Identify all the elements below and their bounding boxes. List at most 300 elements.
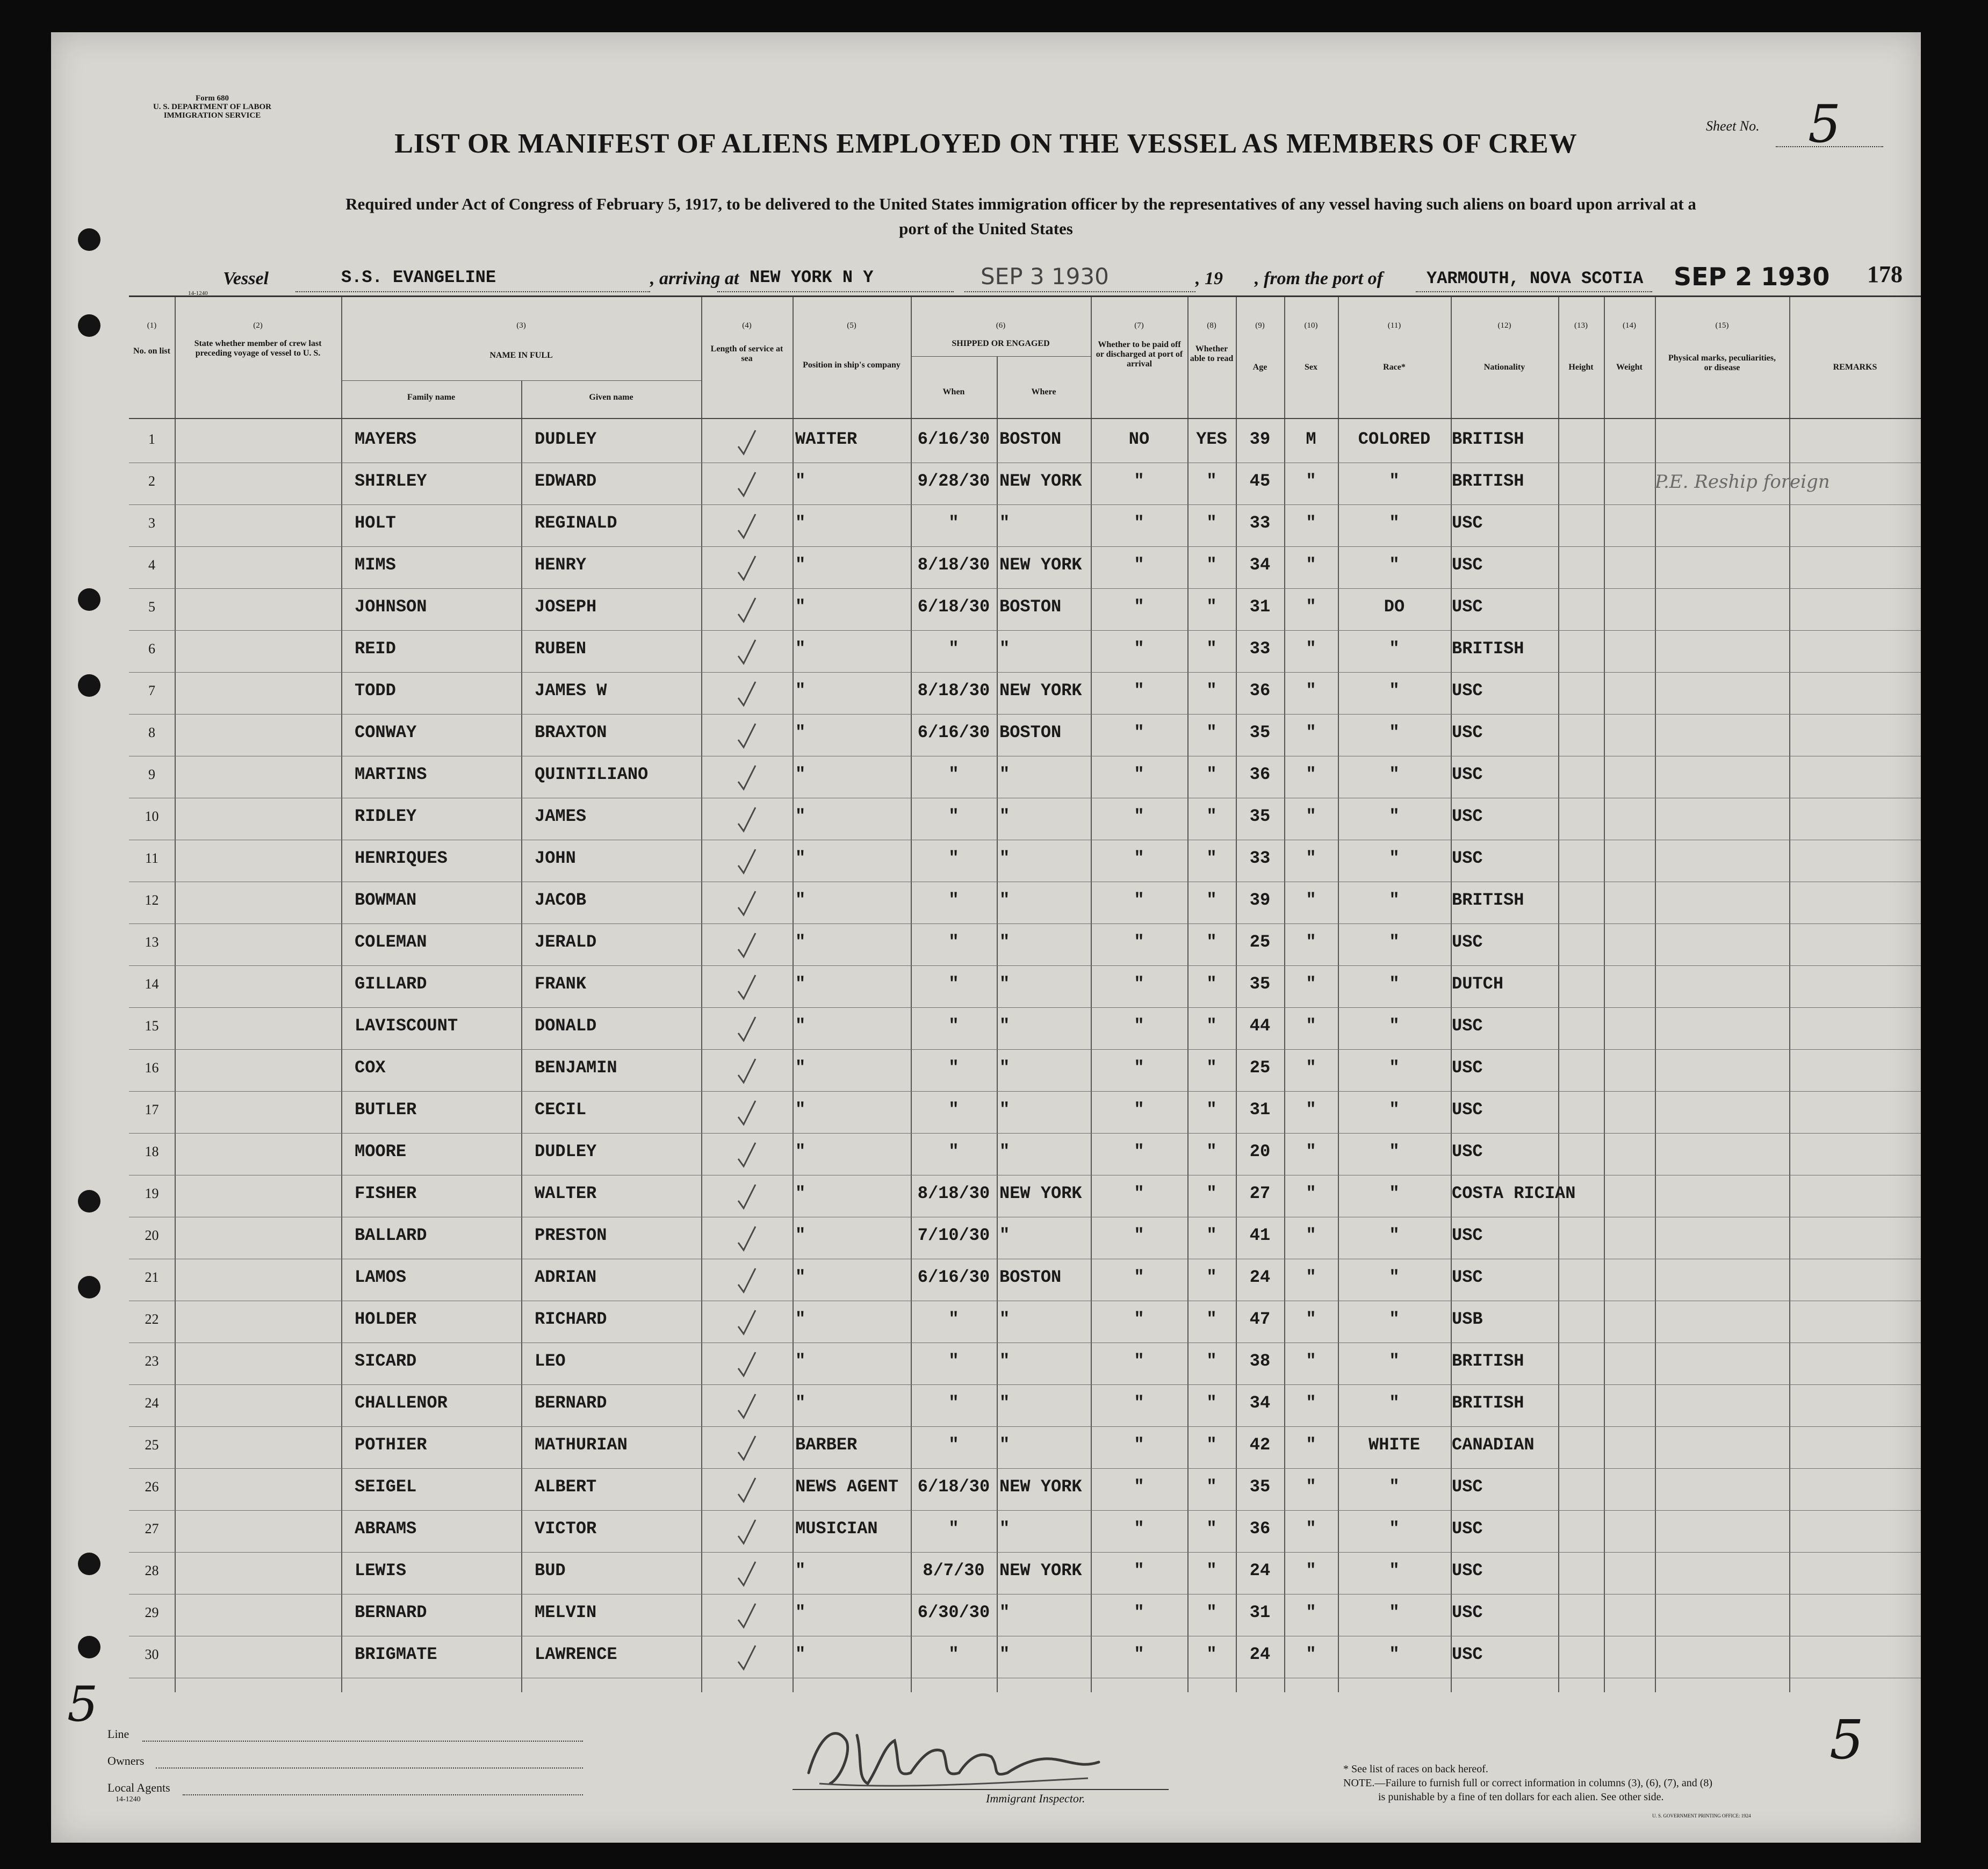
nationality: USC: [1452, 513, 1483, 533]
position: ": [795, 639, 806, 659]
given-name: JOHN: [535, 848, 576, 868]
age: 35: [1249, 974, 1271, 994]
manifest-table: [129, 295, 1921, 1692]
subheader-rule: [911, 356, 1091, 357]
row-rule: [129, 546, 1921, 547]
able-to-read: ": [1206, 806, 1217, 826]
row-rule: [129, 588, 1921, 589]
nationality: USC: [1452, 1561, 1483, 1581]
age: 42: [1249, 1435, 1271, 1455]
row-rule: [129, 672, 1921, 673]
shipped-where: ": [999, 1393, 1010, 1413]
footer-note-races: * See list of races on back hereof.: [1343, 1763, 1488, 1775]
race: ": [1389, 513, 1400, 533]
nationality: BRITISH: [1452, 1393, 1524, 1413]
paid-off: ": [1134, 1561, 1144, 1581]
check-mark-icon: [736, 1098, 758, 1128]
sheet-no-underline: [1776, 146, 1883, 147]
table-row: [129, 1176, 1921, 1217]
page-number: 178: [1867, 261, 1903, 287]
position: ": [795, 513, 806, 533]
shipped-where: ": [999, 806, 1010, 826]
race: ": [1389, 1309, 1400, 1329]
row-rule: [129, 1091, 1921, 1092]
able-to-read: ": [1206, 1393, 1217, 1413]
able-to-read: ": [1206, 555, 1217, 575]
arrival-date-underline: [964, 291, 1195, 292]
shipped-when: ": [948, 1435, 959, 1455]
shipped-when: 6/18/30: [917, 1477, 990, 1497]
position: ": [795, 1393, 806, 1413]
able-to-read: ": [1206, 1142, 1217, 1161]
family-name: HOLT: [355, 513, 396, 533]
family-name: CHALLENOR: [355, 1393, 448, 1413]
nationality: USC: [1452, 1644, 1483, 1664]
check-mark-icon: [736, 1475, 758, 1505]
header-weight: Weight: [1616, 363, 1643, 372]
vessel-underline: [296, 291, 650, 292]
given-name: JAMES: [535, 806, 587, 826]
row-number: 19: [145, 1186, 159, 1201]
given-name: BENJAMIN: [535, 1058, 617, 1078]
row-number: 9: [148, 767, 155, 782]
header-family-name: Family name: [407, 393, 456, 402]
punch-hole: [78, 588, 100, 611]
shipped-when: ": [948, 764, 959, 784]
table-row: [129, 631, 1921, 672]
age: 25: [1249, 1058, 1271, 1078]
given-name: MATHURIAN: [535, 1435, 628, 1455]
sex: ": [1306, 1058, 1316, 1078]
given-name: WALTER: [535, 1184, 597, 1203]
race: ": [1389, 806, 1400, 826]
family-name: ABRAMS: [355, 1519, 417, 1539]
age: 31: [1249, 597, 1271, 617]
sex: ": [1306, 1351, 1316, 1371]
shipped-when: ": [948, 1351, 959, 1371]
year-label: , 19: [1195, 269, 1223, 288]
sex: ": [1306, 1142, 1316, 1161]
paid-off: ": [1134, 513, 1144, 533]
row-rule: [129, 965, 1921, 966]
paid-off: ": [1134, 1309, 1144, 1329]
footer-note-penalty-2: is punishable by a fine of ten dollars for each alien. See other side.: [1378, 1791, 1664, 1803]
paid-off: ": [1134, 597, 1144, 617]
given-name: REGINALD: [535, 513, 617, 533]
shipped-where: ": [999, 974, 1010, 994]
family-name: BRIGMATE: [355, 1644, 437, 1664]
given-name: RUBEN: [535, 639, 587, 659]
vessel-label: Vessel: [223, 269, 269, 288]
able-to-read: ": [1206, 1477, 1217, 1497]
row-number: 17: [145, 1102, 159, 1117]
position: ": [795, 1351, 806, 1371]
shipped-when: ": [948, 848, 959, 868]
shipped-when: 6/16/30: [917, 723, 990, 742]
race: ": [1389, 848, 1400, 868]
row-rule: [129, 630, 1921, 631]
col-num-12: (12): [1497, 321, 1511, 330]
race: ": [1389, 1561, 1400, 1581]
family-name: SHIRLEY: [355, 471, 427, 491]
check-mark-icon: [736, 1014, 758, 1044]
given-name: JAMES W: [535, 681, 607, 701]
shipped-when: 6/16/30: [917, 429, 990, 449]
sex: ": [1306, 848, 1316, 868]
sex: M: [1306, 429, 1316, 449]
shipped-where: NEW YORK: [999, 1561, 1082, 1581]
table-row: [129, 506, 1921, 546]
header-name-in-full: NAME IN FULL: [489, 351, 553, 360]
row-number: 10: [145, 809, 159, 824]
shipped-where: NEW YORK: [999, 1184, 1082, 1203]
sex: ": [1306, 890, 1316, 910]
table-row: [129, 1008, 1921, 1049]
inspector-label: Immigrant Inspector.: [986, 1792, 1085, 1805]
able-to-read: ": [1206, 513, 1217, 533]
col-num-14: (14): [1623, 321, 1636, 330]
header-when: When: [942, 387, 965, 396]
family-name: HOLDER: [355, 1309, 417, 1329]
col-num-9: (9): [1255, 321, 1265, 330]
nationality: USC: [1452, 723, 1483, 742]
shipped-when: ": [948, 1142, 959, 1161]
nationality: DUTCH: [1452, 974, 1504, 994]
able-to-read: ": [1206, 1519, 1217, 1539]
position: ": [795, 848, 806, 868]
family-name: LAVISCOUNT: [355, 1016, 458, 1036]
given-name: PRESTON: [535, 1225, 607, 1245]
able-to-read: ": [1206, 1351, 1217, 1371]
paid-off: ": [1134, 1100, 1144, 1120]
given-name: BRAXTON: [535, 723, 607, 742]
race: ": [1389, 1393, 1400, 1413]
family-name: BALLARD: [355, 1225, 427, 1245]
shipped-where: ": [999, 1309, 1010, 1329]
able-to-read: ": [1206, 471, 1217, 491]
table-row: [129, 966, 1921, 1007]
from-port: YARMOUTH, NOVA SCOTIA: [1427, 269, 1644, 288]
check-mark-icon: [736, 1433, 758, 1463]
paid-off: ": [1134, 1016, 1144, 1036]
form-number: Form 680: [195, 94, 229, 103]
shipped-when: 6/18/30: [917, 597, 990, 617]
from-label: , from the port of: [1255, 269, 1383, 288]
sex: ": [1306, 513, 1316, 533]
row-number: 1: [148, 431, 155, 447]
nationality: USC: [1452, 932, 1483, 952]
shipped-where: ": [999, 764, 1010, 784]
able-to-read: ": [1206, 764, 1217, 784]
check-mark-icon: [736, 804, 758, 834]
line-label: Line: [107, 1727, 129, 1741]
nationality: USC: [1452, 1519, 1483, 1539]
age: 34: [1249, 1393, 1271, 1413]
paid-off: ": [1134, 1267, 1144, 1287]
paid-off: ": [1134, 932, 1144, 952]
position: ": [795, 1603, 806, 1622]
header-shipped-engaged: SHIPPED OR ENGAGED: [952, 339, 1050, 348]
nationality: COSTA RICIAN: [1452, 1184, 1576, 1203]
given-name: DONALD: [535, 1016, 597, 1036]
row-number: 5: [148, 599, 155, 615]
given-name: LEO: [535, 1351, 566, 1371]
family-name: LEWIS: [355, 1561, 407, 1581]
row-number: 26: [145, 1479, 159, 1495]
row-number: 4: [148, 557, 155, 573]
position: ": [795, 723, 806, 742]
shipped-where: ": [999, 1351, 1010, 1371]
able-to-read: ": [1206, 1309, 1217, 1329]
row-rule: [129, 504, 1921, 505]
header-physical-marks: Physical marks, peculiarities, or disease: [1668, 353, 1776, 372]
position: ": [795, 681, 806, 701]
age: 44: [1249, 1016, 1271, 1036]
table-row: [129, 1595, 1921, 1636]
row-number: 24: [145, 1395, 159, 1411]
position: ": [795, 932, 806, 952]
age: 39: [1249, 429, 1271, 449]
paid-off: ": [1134, 1603, 1144, 1622]
position: ": [795, 1267, 806, 1287]
given-name: BERNARD: [535, 1393, 607, 1413]
family-name: HENRIQUES: [355, 848, 448, 868]
table-row: [129, 1427, 1921, 1468]
table-row: [129, 883, 1921, 923]
row-number: 8: [148, 725, 155, 740]
sex: ": [1306, 1644, 1316, 1664]
shipped-where: ": [999, 1435, 1010, 1455]
age: 24: [1249, 1561, 1271, 1581]
arriving-underline: [717, 291, 954, 292]
shipped-where: NEW YORK: [999, 471, 1082, 491]
left-sheet-mark: 5: [67, 1676, 98, 1733]
table-row: [129, 1344, 1921, 1384]
row-rule: [129, 1468, 1921, 1469]
shipped-when: ": [948, 1393, 959, 1413]
header-age: Age: [1252, 363, 1267, 372]
sex: ": [1306, 1393, 1316, 1413]
shipped-when: 6/30/30: [917, 1603, 990, 1622]
position: ": [795, 471, 806, 491]
shipped-where: ": [999, 1225, 1010, 1245]
able-to-read: ": [1206, 1435, 1217, 1455]
row-number: 12: [145, 892, 159, 908]
row-number: 28: [145, 1563, 159, 1578]
position: ": [795, 1225, 806, 1245]
family-name: MOORE: [355, 1142, 407, 1161]
check-mark-icon: [736, 595, 758, 625]
paid-off: ": [1134, 1644, 1144, 1664]
header-able-to-read: Whether able to read: [1190, 344, 1234, 363]
table-row: [129, 715, 1921, 756]
table-row: [129, 1553, 1921, 1594]
age: 35: [1249, 723, 1271, 742]
nationality: USC: [1452, 1225, 1483, 1245]
position: ": [795, 555, 806, 575]
row-number: 20: [145, 1228, 159, 1243]
shipped-where: BOSTON: [999, 429, 1062, 449]
shipped-where: ": [999, 890, 1010, 910]
shipped-when: ": [948, 1644, 959, 1664]
check-mark-icon: [736, 1056, 758, 1086]
given-name: CECIL: [535, 1100, 587, 1120]
age: 35: [1249, 806, 1271, 826]
shipped-when: 9/28/30: [917, 471, 990, 491]
table-row: [129, 1302, 1921, 1343]
nationality: CANADIAN: [1452, 1435, 1535, 1455]
family-name: MAYERS: [355, 429, 417, 449]
able-to-read: ": [1206, 1058, 1217, 1078]
age: 27: [1249, 1184, 1271, 1203]
age: 38: [1249, 1351, 1271, 1371]
row-rule: [129, 1426, 1921, 1427]
shipped-when: ": [948, 1100, 959, 1120]
able-to-read: ": [1206, 1644, 1217, 1664]
shipped-when: 8/18/30: [917, 555, 990, 575]
header-no-on-list: No. on list: [133, 347, 170, 356]
nationality: BRITISH: [1452, 429, 1524, 449]
race: ": [1389, 1100, 1400, 1120]
age: 39: [1249, 890, 1271, 910]
form-code: 14-1240: [188, 290, 208, 297]
position: ": [795, 890, 806, 910]
age: 24: [1249, 1644, 1271, 1664]
check-mark-icon: [736, 1349, 758, 1379]
age: 33: [1249, 513, 1271, 533]
paid-off: ": [1134, 471, 1144, 491]
age: 41: [1249, 1225, 1271, 1245]
given-name: DUDLEY: [535, 429, 597, 449]
given-name: DUDLEY: [535, 1142, 597, 1161]
family-name: GILLARD: [355, 974, 427, 994]
nationality: USC: [1452, 1267, 1483, 1287]
check-mark-icon: [736, 553, 758, 583]
family-name: REID: [355, 639, 396, 659]
punch-hole: [78, 314, 100, 337]
race: ": [1389, 932, 1400, 952]
sex: ": [1306, 555, 1316, 575]
able-to-read: ": [1206, 1267, 1217, 1287]
table-row: [129, 464, 1921, 504]
table-row: [129, 1469, 1921, 1510]
nationality: USC: [1452, 597, 1483, 617]
col-num-3: (3): [516, 321, 526, 330]
shipped-when: ": [948, 974, 959, 994]
header-rule: [129, 418, 1921, 419]
subtitle-line2: port of the United States: [899, 219, 1073, 238]
check-mark-icon: [736, 1517, 758, 1547]
race: ": [1389, 1142, 1400, 1161]
race: ": [1389, 1603, 1400, 1622]
check-mark-icon: [736, 679, 758, 709]
race: ": [1389, 1644, 1400, 1664]
vessel-name: S.S. EVANGELINE: [341, 268, 496, 287]
able-to-read: ": [1206, 681, 1217, 701]
race: ": [1389, 471, 1400, 491]
sex: ": [1306, 1561, 1316, 1581]
shipped-where: NEW YORK: [999, 681, 1082, 701]
able-to-read: ": [1206, 974, 1217, 994]
given-name: LAWRENCE: [535, 1644, 617, 1664]
paid-off: ": [1134, 1393, 1144, 1413]
row-rule: [129, 1133, 1921, 1134]
table-row: [129, 673, 1921, 714]
col-num-4: (4): [742, 321, 752, 330]
position: MUSICIAN: [795, 1519, 878, 1539]
position: ": [795, 1016, 806, 1036]
page-title: LIST OR MANIFEST OF ALIENS EMPLOYED ON THE VESSEL AS MEMBERS OF CREW: [394, 128, 1578, 159]
check-mark-icon: [736, 1391, 758, 1421]
col-num-13: (13): [1574, 321, 1588, 330]
age: 35: [1249, 1477, 1271, 1497]
position: ": [795, 1100, 806, 1120]
row-number: 2: [148, 473, 155, 489]
able-to-read: ": [1206, 1603, 1217, 1622]
punch-hole: [78, 1636, 100, 1658]
paid-off: NO: [1128, 429, 1150, 449]
header-race: Race*: [1383, 363, 1406, 372]
shipped-where: ": [999, 1644, 1010, 1664]
table-row: [129, 589, 1921, 630]
row-number: 6: [148, 641, 155, 656]
sex: ": [1306, 1100, 1316, 1120]
shipped-when: ": [948, 932, 959, 952]
sex: ": [1306, 1603, 1316, 1622]
row-rule: [129, 923, 1921, 924]
shipped-when: 6/16/30: [917, 1267, 990, 1287]
sex: ": [1306, 764, 1316, 784]
position: ": [795, 1184, 806, 1203]
table-row: [129, 841, 1921, 882]
race: ": [1389, 1225, 1400, 1245]
right-sheet-mark: 5: [1829, 1708, 1864, 1771]
check-mark-icon: [736, 1558, 758, 1589]
check-mark-icon: [736, 888, 758, 918]
header-remarks: REMARKS: [1833, 363, 1877, 372]
age: 34: [1249, 555, 1271, 575]
sex: ": [1306, 806, 1316, 826]
race: WHITE: [1368, 1435, 1420, 1455]
table-row: [129, 547, 1921, 588]
paid-off: ": [1134, 806, 1144, 826]
shipped-where: ": [999, 1100, 1010, 1120]
position: ": [795, 1309, 806, 1329]
shipped-where: BOSTON: [999, 723, 1062, 742]
sex: ": [1306, 1309, 1316, 1329]
nationality: BRITISH: [1452, 639, 1524, 659]
age: 36: [1249, 764, 1271, 784]
paid-off: ": [1134, 1519, 1144, 1539]
nationality: USC: [1452, 681, 1483, 701]
shipped-when: 8/18/30: [917, 681, 990, 701]
inspector-underline: [793, 1789, 1169, 1790]
able-to-read: ": [1206, 848, 1217, 868]
given-name: ALBERT: [535, 1477, 597, 1497]
race: ": [1389, 1519, 1400, 1539]
nationality: USC: [1452, 1142, 1483, 1161]
table-row: [129, 1511, 1921, 1552]
sex: ": [1306, 1225, 1316, 1245]
arriving-port: NEW YORK N Y: [750, 268, 874, 287]
shipped-where: BOSTON: [999, 1267, 1062, 1287]
family-name: FISHER: [355, 1184, 417, 1203]
given-name: EDWARD: [535, 471, 597, 491]
position: ": [795, 597, 806, 617]
age: 36: [1249, 1519, 1271, 1539]
punch-hole: [78, 1190, 100, 1213]
family-name: LAMOS: [355, 1267, 407, 1287]
